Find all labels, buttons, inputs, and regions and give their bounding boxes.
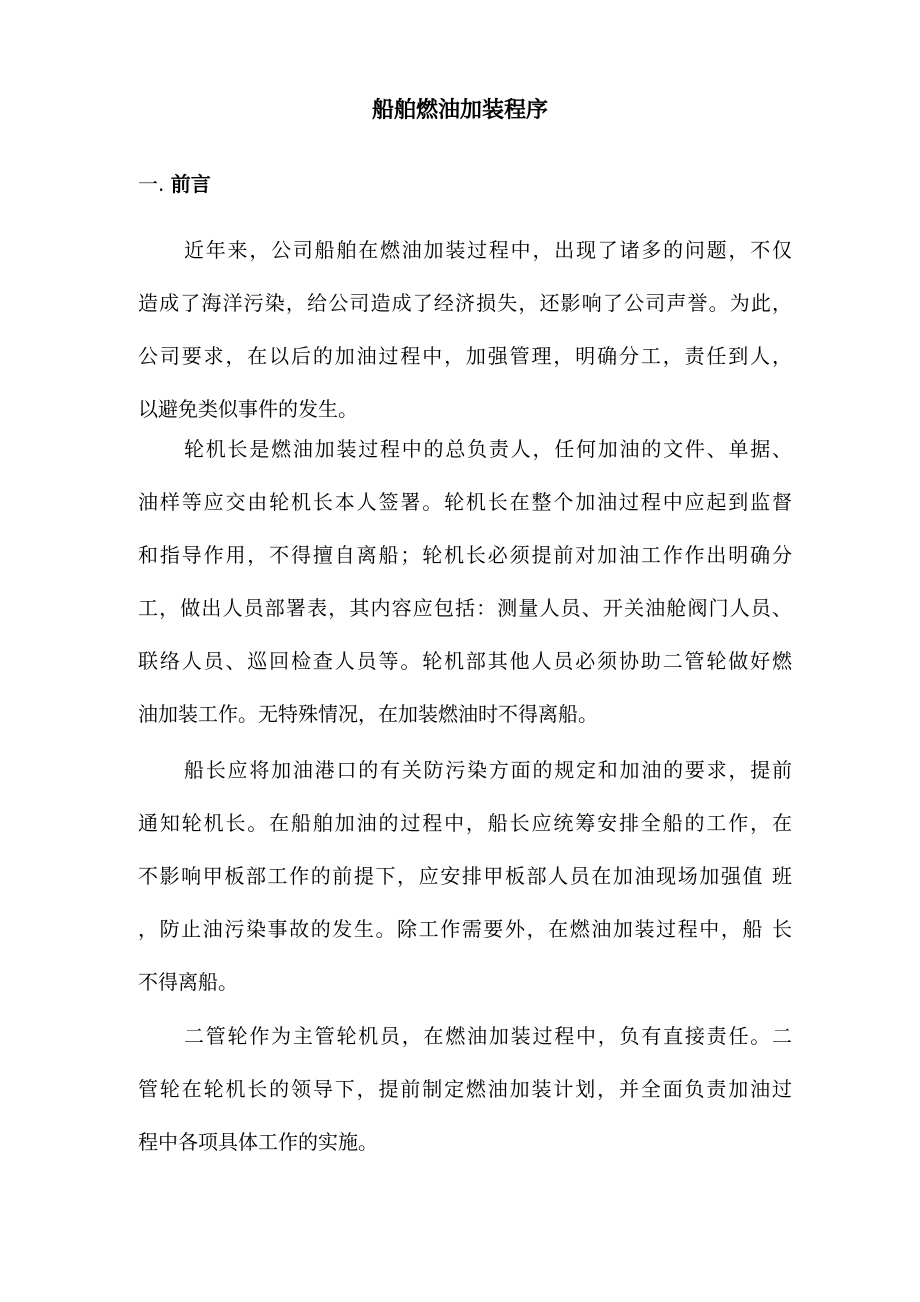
paragraph-chief-engineer (138, 423, 792, 741)
document-title: 船舶燃油加装程序 (371, 98, 548, 123)
paragraph-line: 二管轮作为主管轮机员，在燃油加装过程中，负有直接责任。二 (184, 1024, 792, 1048)
paragraph-line: 不得离船。 (138, 970, 238, 994)
paragraph-line: 通知轮机长。在船舶加油的过程中，船长应统筹安排全船的工作，在 (138, 811, 792, 835)
paragraph-line: 工，做出人员部署表，其内容应包括：测量人员、开关油舱阀门人员、 (138, 596, 792, 620)
paragraph-line: 轮机长是燃油加装过程中的总负责人，任何加油的文件、单据、 (184, 437, 792, 461)
paragraph-line: 和指导作用，不得擅自离船；轮机长必须提前对加油工作作出明确分 (138, 543, 792, 567)
paragraph-line: 近年来，公司船舶在燃油加装过程中，出现了诸多的问题，不仅 (184, 238, 792, 262)
paragraph-line: 油加装工作。无特殊情况，在加装燃油时不得离船。 (138, 702, 598, 726)
paragraph-line: 联络人员、巡回检查人员等。轮机部其他人员必须协助二管轮做好燃 (138, 649, 792, 673)
paragraph-line: 造成了海洋污染，给公司造成了经济损失，还影响了公司声誉。为此， (138, 291, 792, 315)
section-title: 前言 (170, 172, 211, 196)
paragraph-intro (138, 224, 792, 436)
paragraph-line: 不影响甲板部工作的前提下，应安排甲板部人员在加油现场加强值 班 (138, 864, 792, 888)
paragraph-line: ，防止油污染事故的发生。除工作需要外，在燃油加装过程中，船 长 (138, 917, 792, 941)
paragraph-line: 油样等应交由轮机长本人签署。轮机长在整个加油过程中应起到监督 (138, 490, 792, 514)
paragraph-line: 公司要求，在以后的加油过程中，加强管理，明确分工，责任到人， (138, 344, 792, 368)
paragraph-captain (138, 744, 792, 1009)
section-number: 一. (138, 172, 165, 196)
section-heading (138, 170, 211, 198)
paragraph-line: 程中各项具体工作的实施。 (138, 1130, 378, 1154)
paragraph-second-engineer (138, 1010, 792, 1169)
paragraph-line: 以避免类似事件的发生。 (138, 397, 358, 421)
paragraph-line: 船长应将加油港口的有关防污染方面的规定和加油的要求，提前 (184, 758, 792, 782)
paragraph-line: 管轮在轮机长的领导下，提前制定燃油加装计划，并全面负责加油过 (138, 1077, 792, 1101)
